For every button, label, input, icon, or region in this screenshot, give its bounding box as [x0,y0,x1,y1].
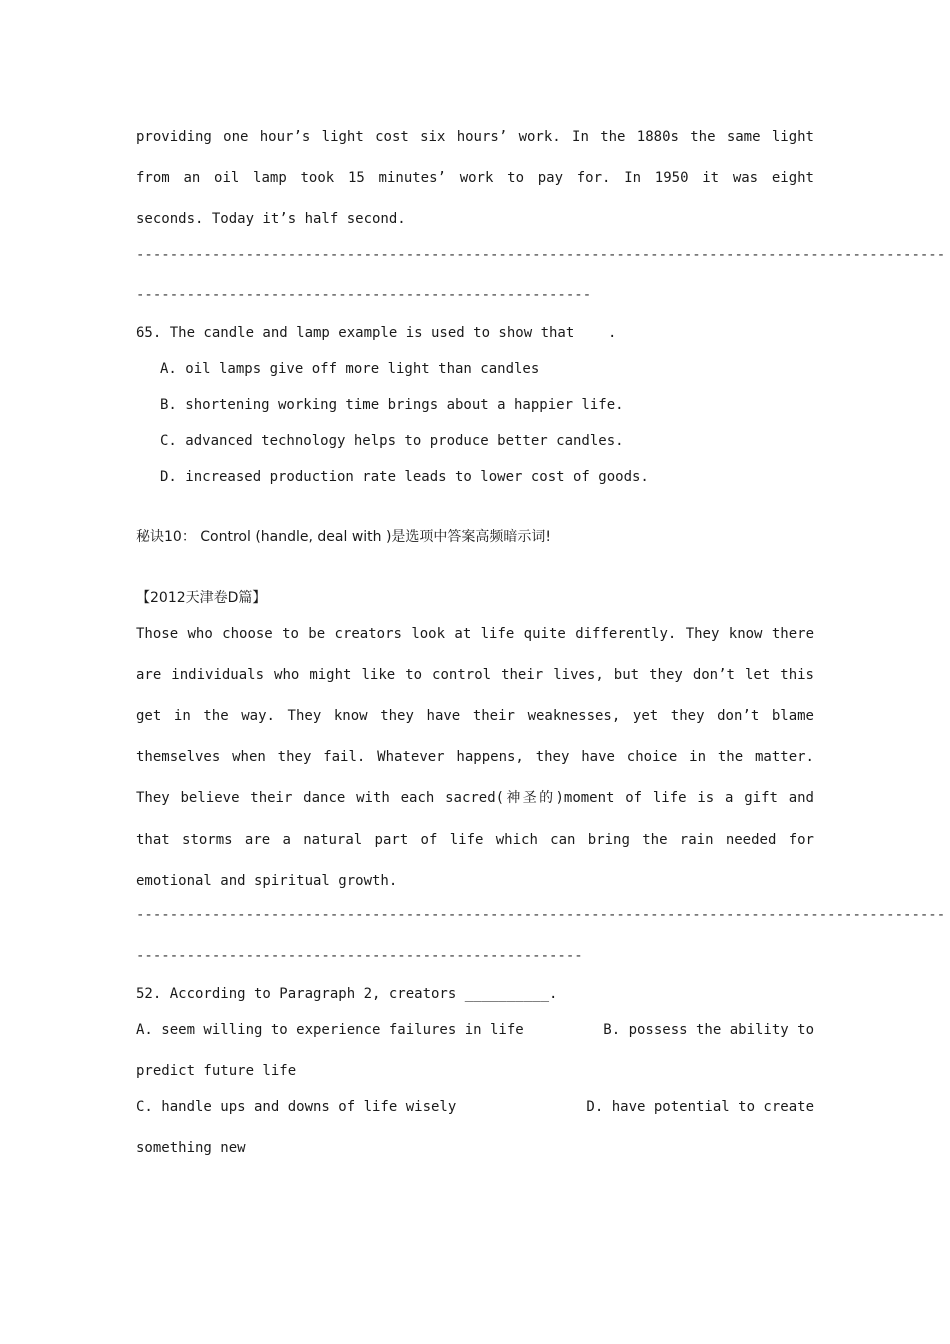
question-52-option-b-continued: predict future life [136,1063,297,1079]
passage2-line-3: get in the way. They know they have their weaknesses, yet they don’t blame [136,708,814,724]
divider-line: ------------------------------------------------------------------------------------------------ [136,247,946,263]
section-title: 【2012天津卷D篇】 [136,590,267,606]
passage2-line-6: that storms are a natural part of life which can bring the rain needed for [136,832,814,848]
passage2-line-5: They believe their dance with each sacred(神圣的)moment of life is a gift and [136,790,814,806]
question-52-stem: 52. According to Paragraph 2, creators __________. [136,986,558,1002]
passage1-line-1: providing one hour’s light cost six hours’ work. In the 1880s the same light [136,129,814,145]
passage2-line-1: Those who choose to be creators look at life quite differently. They know there [136,626,814,642]
question-52-row-cd [136,1097,814,1117]
passage2-line-4: themselves when they fail. Whatever happens, they have choice in the matter. [136,749,814,765]
question-52-option-b: B. possess the ability to [603,1022,814,1038]
passage1-line-3: seconds. Today it’s half second. [136,211,406,227]
divider-line: ----------------------------------------------------- [136,948,583,964]
question-52-row-ab [136,1020,814,1040]
question-52-option-d-continued: something new [136,1140,246,1156]
passage2-line-2: are individuals who might like to control their lives, but they don’t let this [136,667,814,683]
tip-10: 秘诀10： Control (handle, deal with )是选项中答案高频暗示词! [136,529,552,545]
divider-line: ------------------------------------------------------------------------------------------------ [136,907,946,923]
question-65-option-c: C. advanced technology helps to produce better candles. [160,433,624,449]
question-65-option-d: D. increased production rate leads to lower cost of goods. [160,469,649,485]
divider-line: ------------------------------------------------------ [136,287,592,303]
question-65-option-a: A. oil lamps give off more light than candles [160,361,540,377]
question-52-option-a: A. seem willing to experience failures in life [136,1022,524,1038]
question-65-stem: 65. The candle and lamp example is used to show that . [136,325,617,341]
passage2-line-7: emotional and spiritual growth. [136,873,398,889]
question-65-option-b: B. shortening working time brings about a happier life. [160,397,624,413]
question-52-option-c: C. handle ups and downs of life wisely [136,1099,457,1115]
question-52-option-d: D. have potential to create [586,1099,814,1115]
passage1-line-2: from an oil lamp took 15 minutes’ work to pay for. In 1950 it was eight [136,170,814,186]
